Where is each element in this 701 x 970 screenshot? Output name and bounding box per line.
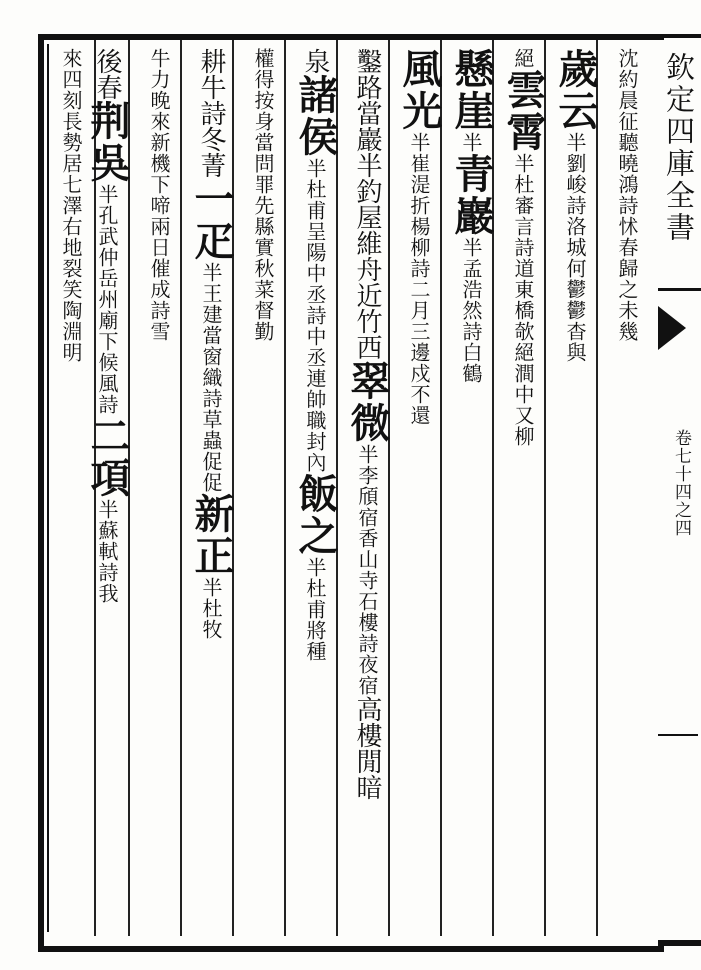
- annotation-text: 機下啼兩日催成: [147, 153, 171, 300]
- text-column-4: [444, 48, 498, 932]
- text-column-3: [496, 48, 550, 932]
- headword: 新正: [188, 493, 235, 577]
- headword: 飯之: [292, 473, 339, 557]
- text-column-1: [600, 48, 654, 932]
- annotation-text: 半: [511, 153, 535, 174]
- body-text: 泉: [300, 48, 330, 74]
- text-column-8: [236, 48, 290, 932]
- annotation-text: 橋欹絕澗中又柳: [511, 300, 535, 447]
- annotation-text: 夜宿: [355, 654, 379, 696]
- annotation-text: 詩雪: [147, 300, 171, 342]
- annotation-text: 半: [199, 577, 223, 598]
- headword: 風光: [396, 48, 443, 132]
- headword: 翠微: [344, 360, 391, 444]
- headword: 二項: [84, 415, 131, 499]
- annotation-text: 半: [459, 132, 483, 153]
- strip-mid-rule: [658, 288, 701, 291]
- annotation-text: 半: [563, 132, 587, 153]
- text-column-6: [340, 48, 394, 932]
- text-column-10: [132, 48, 186, 932]
- text-column-2: [548, 48, 602, 932]
- annotation-text: 杜甫將種: [303, 578, 327, 662]
- annotation-text: 半: [95, 184, 119, 205]
- annotation-text: 半: [303, 557, 327, 578]
- annotation-text: 半: [199, 262, 223, 283]
- annotation-text: 孔武仲岳州廟下候風詩: [95, 205, 119, 415]
- strip-lower-mark: [658, 734, 698, 736]
- text-column-12: [44, 48, 98, 932]
- annotation-text: 杜甫呈陽中丞詩中丞連帥職封內: [303, 179, 327, 473]
- annotation-text: 秋菜督勤: [251, 258, 275, 342]
- headword: 一疋: [188, 178, 235, 262]
- body-text: 鑿路當巖半釣屋維舟近竹西: [352, 48, 382, 360]
- annotation-text: 杜審言詩道東: [511, 174, 535, 300]
- body-text: 耕牛詩冬菁: [196, 48, 226, 178]
- annotation-text: 半: [95, 499, 119, 520]
- margin-strip: [658, 34, 701, 946]
- annotation-text: 勢居七澤右地裂: [59, 132, 83, 279]
- headword: 懸崖: [448, 48, 495, 132]
- headword: 歲云: [552, 48, 599, 132]
- annotation-text: 半: [407, 132, 431, 153]
- annotation-text: 劉峻詩洛城何: [563, 153, 587, 279]
- headword: 諸侯: [292, 74, 339, 158]
- annotation-text: 孟浩然詩: [459, 258, 483, 342]
- annotation-text: 來四刻長: [59, 48, 83, 132]
- annotation-text: 半: [303, 158, 327, 179]
- annotation-text: 鬱鬱杳與: [563, 279, 587, 363]
- headword: 青巖: [448, 153, 495, 237]
- book-title: 欽定四庫全書: [662, 52, 696, 244]
- annotation-text: 詩怵春歸之未幾: [615, 195, 639, 342]
- annotation-text: 半: [355, 444, 379, 465]
- strip-bottom-rule: [658, 940, 701, 946]
- annotation-text: 沈約晨征聽曉鴻: [615, 48, 639, 195]
- text-column-9: [184, 48, 238, 932]
- annotation-text: 杜牧: [199, 598, 223, 640]
- headword: 荆吳: [84, 100, 131, 184]
- annotation-text: 王建當窗織詩草蟲促促: [199, 283, 223, 493]
- body-text: 後春: [92, 48, 122, 100]
- annotation-text: 權得按身當問罪先縣實: [251, 48, 275, 258]
- annotation-text: 半: [459, 237, 483, 258]
- body-text: 高樓閒暗: [352, 696, 382, 800]
- annotation-text: 笑陶淵明: [59, 279, 83, 363]
- annotation-text: 牛力晚來新: [147, 48, 171, 153]
- text-column-5: [392, 48, 446, 932]
- strip-top-rule: [658, 34, 701, 38]
- headword: 雲霄: [500, 69, 547, 153]
- annotation-text: 白鶴: [459, 342, 483, 384]
- text-column-7: [288, 48, 342, 932]
- annotation-text: 絕: [511, 48, 535, 69]
- annotation-text: 李頎宿香山寺石樓詩: [355, 465, 379, 654]
- annotation-text: 蘇軾詩我: [95, 520, 119, 604]
- annotation-text: 崔湜折楊柳詩二月: [407, 153, 431, 321]
- annotation-text: 三邊戍不還: [407, 321, 431, 426]
- volume-label: 卷七十四之四: [671, 429, 691, 537]
- fishtail-mark: [658, 306, 686, 350]
